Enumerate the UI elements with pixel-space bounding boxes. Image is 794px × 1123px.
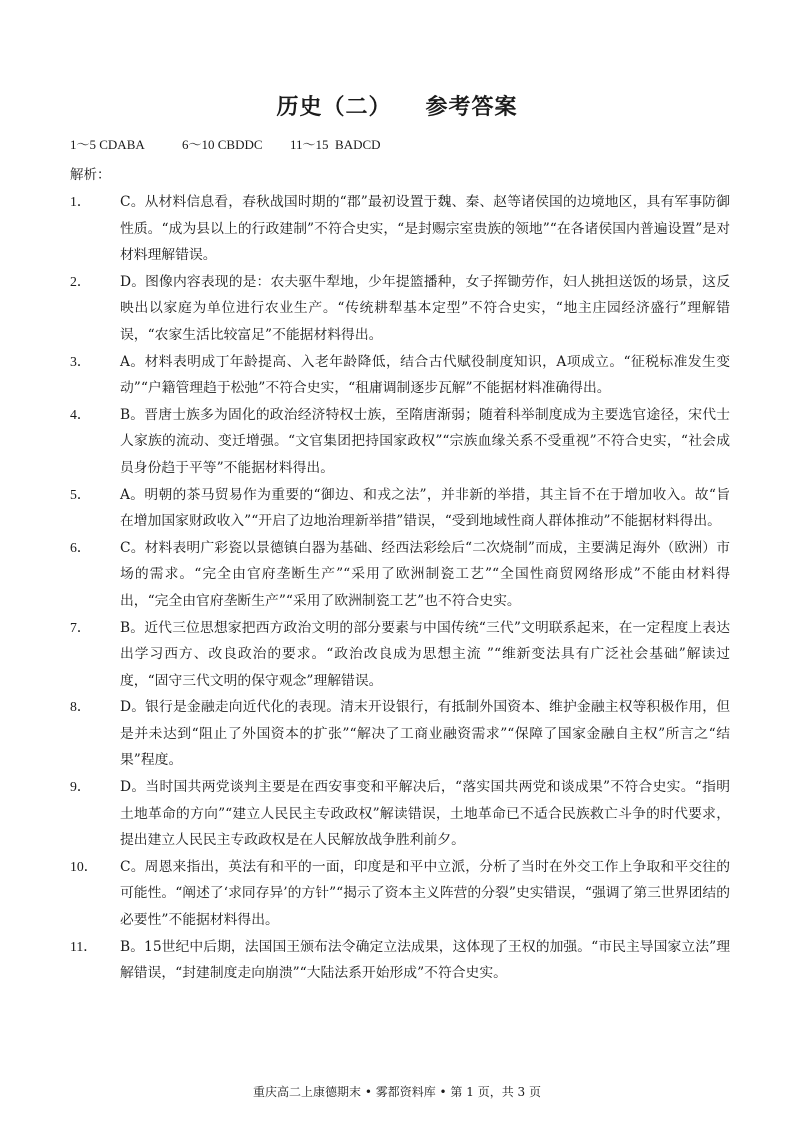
analysis-item-1 [70, 189, 730, 269]
analysis-item-3 [70, 349, 730, 402]
item-text: B。15世纪中后期，法国国王颁布法令确定立法成果，这体现了王权的加强。“市民主导国家立法”理解错误，“封建制度走向崩溃”“大陆法系开始形成”不符合史实。 [120, 938, 730, 982]
answer-key-group-2: 6～10 CBDDC [182, 137, 263, 152]
title-subject: 历史（二） [276, 95, 392, 120]
item-text: D。当时国共两党谈判主要是在西安事变和平解决后，“落实国共两党和谈成果”不符合史实。“指明土地革命的方向”“建立人民民主专政政权”解读错误，土地革命已不适合民族救亡斗争的时代要求，提出建立人民民主专政政权是在人民解放战争胜利前夕。 [120, 779, 730, 849]
item-number: 4． [70, 406, 91, 422]
analysis-item-10 [70, 854, 730, 934]
item-number: 7． [70, 619, 91, 635]
analysis-item-4 [70, 402, 730, 482]
item-number: 6． [70, 539, 91, 555]
item-number: 9． [70, 779, 91, 795]
item-number: 2． [70, 273, 91, 289]
page-footer: 重庆高二上康德期末 • 雾都资料库 • 第 1 页，共 3 页 [253, 1085, 541, 1099]
item-text: A。材料表明成丁年龄提高、入老年龄降低，结合古代赋役制度知识，A项成立。“征税标准发生变动”“户籍管理趋于松弛”不符合史实，“租庸调制逐步瓦解”不能据材料准确得出。 [120, 353, 730, 397]
analysis-label: 解析： [70, 167, 111, 183]
answer-key-row [70, 134, 381, 153]
analysis-item-2 [70, 269, 730, 349]
item-text: C。周恩来指出，英法有和平的一面，印度是和平中立派，分析了当时在外交工作上争取和平交往的可能性。“阐述了‘求同存异’的方针”“揭示了资本主义阵营的分裂”史实错误，“强调了第三世界团结的必要性”不能据材料得出。 [120, 858, 730, 929]
item-text: C。从材料信息看，春秋战国时期的“郡”最初设置于魏、秦、赵等诸侯国的边境地区，具有军事防御性质。“成为县以上的行政建制”不符合史实，“是封赐宗室贵族的领地”“在各诸侯国内普遍设置”是对材料理解错误。 [120, 194, 730, 264]
item-text: B。近代三位思想家把西方政治文明的部分要素与中国传统“三代”文明联系起来，在一定程度上表达出学习西方、改良政治的要求。“政治改良成为思想主流 ”“维新变法具有广泛社会基础”解读过度，“固守三代文明的保守观念”理解错误。 [120, 619, 730, 689]
item-text: A。明朝的茶马贸易作为重要的“御边、和戎之法”，并非新的举措，其主旨不在于增加收入。故“旨在增加国家财政收入”“开启了边地治理新举措”错误，“受到地域性商人群体推动”不能据材料得出。 [120, 486, 730, 530]
title-answer: 参考答案 [425, 95, 518, 120]
item-number: 8． [70, 699, 91, 715]
item-text: D。图像内容表现的是：农夫驱牛犁地，少年提篮播种，女子挥锄劳作，妇人挑担送饭的场景，这反映出以家庭为单位进行农业生产。“传统耕犁基本定型”不符合史实，“地主庄园经济盛行”理解错误，“农家生活比较富足”不能据材料得出。 [120, 273, 730, 343]
item-text: C。材料表明广彩瓷以景德镇白器为基础、经西法彩绘后“二次烧制”而成，主要满足海外（欧洲）市场的需求。“完全由官府垄断生产”“采用了欧洲制瓷工艺”“全国性商贸网络形成”不能由材料得出，“完全由官府垄断生产”“采用了欧洲制瓷工艺”也不符合史实。 [120, 539, 730, 609]
analysis-item-11 [70, 934, 730, 987]
item-number: 11． [70, 938, 98, 954]
analysis-item-9 [70, 774, 730, 854]
item-number: 3． [70, 353, 91, 369]
item-number: 10． [70, 858, 98, 874]
item-number: 1． [70, 194, 91, 209]
answer-key-group-1: 1～5 CDABA [70, 137, 145, 152]
item-text: D。银行是金融走向近代化的表现。清末开设银行，有抵制外国资本、维护金融主权等积极作用，但是并未达到“阻止了外国资本的扩张”“解决了工商业融资需求”“保障了国家金融自主权”所言之“结果”程度。 [120, 699, 730, 769]
analysis-item-5 [70, 482, 730, 535]
answer-key-group-3: 11～15 BADCD [290, 137, 381, 152]
analysis-item-7 [70, 615, 730, 695]
page-title [0, 90, 794, 121]
item-number: 5． [70, 486, 91, 502]
analysis-item-6 [70, 535, 730, 615]
item-text: B。晋唐士族多为固化的政治经济特权士族，至隋唐渐弱；随着科举制度成为主要选官途径，宋代士人家族的流动、变迁增强。“文官集团把持国家政权”“宗族血缘关系不受重视”不符合史实，“社会成员身份趋于平等”不能据材料得出。 [120, 406, 730, 476]
analysis-list [70, 189, 730, 987]
analysis-item-8 [70, 694, 730, 774]
